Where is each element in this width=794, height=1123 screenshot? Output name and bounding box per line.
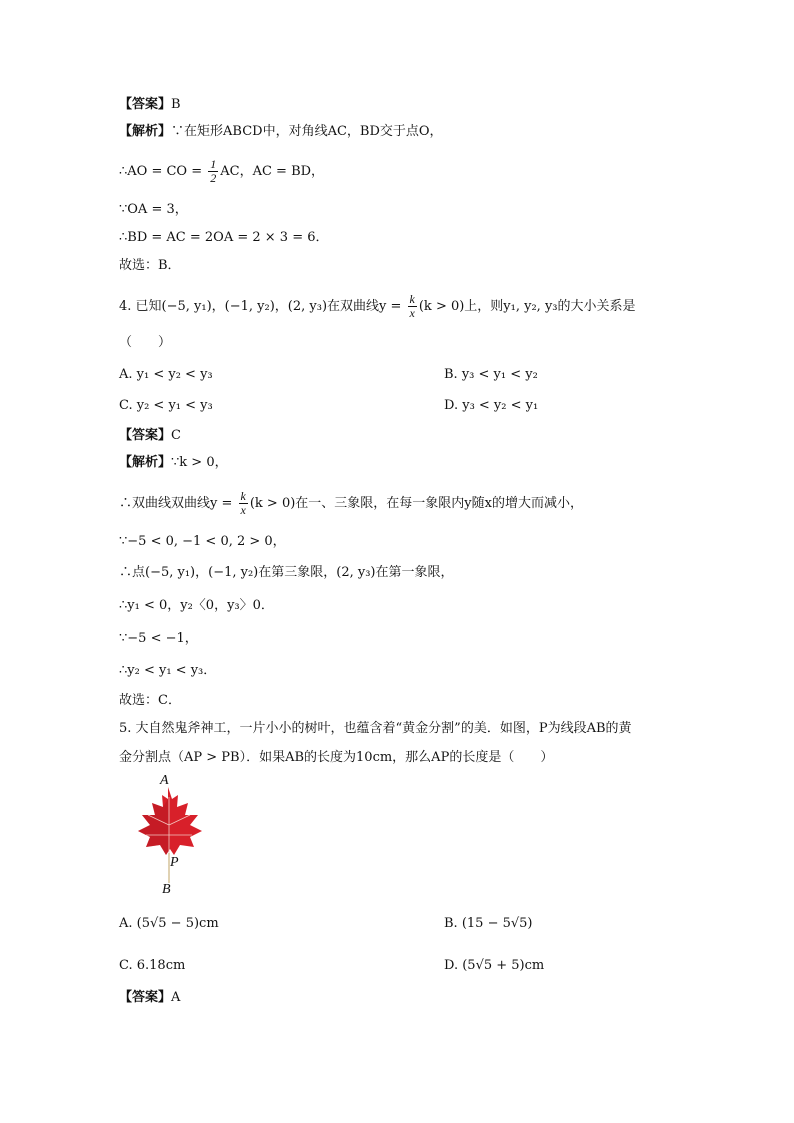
q3-conclusion: 故选：B． [119, 258, 181, 273]
q5-stem-line1: 5. 大自然鬼斧神工，一片小小的树叶，也蕴含着“黄金分割”的美．如图，P为线段AB的黄 [119, 721, 632, 736]
analysis-label: 【解析】 [119, 455, 172, 470]
q4-option-a: A. y₁ < y₂ < y₃ [119, 367, 213, 382]
q3-analysis-line1 [119, 122, 443, 142]
q5-option-c: C. 6.18cm [119, 958, 186, 973]
fraction-numerator: k [240, 489, 246, 503]
fraction [208, 158, 218, 185]
maple-leaf-figure [130, 775, 210, 900]
q4-option-b: B. y₃ < y₁ < y₂ [444, 367, 538, 382]
q5-answer [119, 988, 180, 1008]
answer-value: A [171, 990, 181, 1005]
q4-option-c: C. y₂ < y₁ < y₃ [119, 398, 213, 413]
answer-value: B [171, 97, 181, 112]
point-b-label: B [162, 882, 171, 897]
q3-analysis-line2 [119, 158, 324, 185]
fraction [239, 490, 248, 517]
q4-stem [119, 293, 636, 320]
fraction-denominator: x [409, 306, 415, 320]
stem-suffix: (k > 0)上，则y₁, y₂, y₃的大小关系是 [418, 299, 636, 314]
fraction-denominator: x [240, 503, 246, 517]
analysis-text: ∵在矩形ABCD中，对角线AC，BD交于点O， [171, 124, 443, 139]
q4-answer [119, 426, 181, 446]
fraction-numerator: k [409, 292, 415, 306]
q5-stem-line2: 金分割点（AP > PB）．如果AB的长度为10cm，那么AP的长度是（ ） [119, 750, 554, 765]
answer-label: 【答案】 [119, 97, 172, 112]
q4-analysis-line5: ∴y₁ < 0，y₂〈0，y₃〉0． [119, 598, 274, 613]
analysis-text: ∵k > 0， [171, 455, 228, 470]
equation-suffix: (k > 0)在一、三象限，在每一象限内y随x的增大而减小， [249, 496, 583, 511]
fraction [408, 293, 417, 320]
q4-conclusion: 故选：C． [119, 693, 181, 708]
stem-prefix: 4. 已知(−5, y₁)，(−1, y₂)，(2, y₃)在双曲线y = [119, 299, 406, 314]
q4-option-d: D. y₃ < y₂ < y₁ [444, 398, 539, 413]
q4-paren: （ ） [119, 335, 172, 350]
fraction-denominator: 2 [210, 171, 217, 185]
equation-suffix: AC，AC = BD， [220, 164, 325, 179]
q3-analysis-line3: ∵OA = 3， [119, 202, 188, 217]
analysis-label: 【解析】 [119, 124, 172, 139]
equation-prefix: ∴双曲线双曲线y = [119, 496, 237, 511]
q5-option-d: D. (5√5 + 5)cm [444, 958, 545, 973]
q4-analysis-line2 [119, 490, 583, 517]
q4-analysis-line4: ∴点(−5, y₁)，(−1, y₂)在第三象限，(2, y₃)在第一象限， [119, 565, 454, 580]
q4-analysis-line3: ∵−5 < 0, −1 < 0, 2 > 0， [119, 534, 286, 549]
answer-label: 【答案】 [119, 428, 172, 443]
q5-option-b: B. (15 − 5√5) [444, 916, 533, 931]
q3-answer [119, 95, 181, 115]
answer-label: 【答案】 [119, 990, 172, 1005]
q4-analysis-line6: ∵−5 < −1， [119, 631, 198, 646]
point-a-label: A [160, 773, 169, 788]
q3-analysis-line4: ∴BD = AC = 2OA = 2 × 3 = 6． [119, 230, 329, 245]
q5-option-a: A. (5√5 − 5)cm [119, 916, 219, 931]
q4-analysis-line7: ∴y₂ < y₁ < y₃． [119, 663, 217, 678]
q4-analysis-line1 [119, 453, 228, 473]
answer-value: C [171, 428, 181, 443]
fraction-numerator: 1 [210, 157, 217, 171]
equation-prefix: ∴AO = CO = [119, 164, 207, 179]
point-p-label: P [170, 855, 179, 870]
